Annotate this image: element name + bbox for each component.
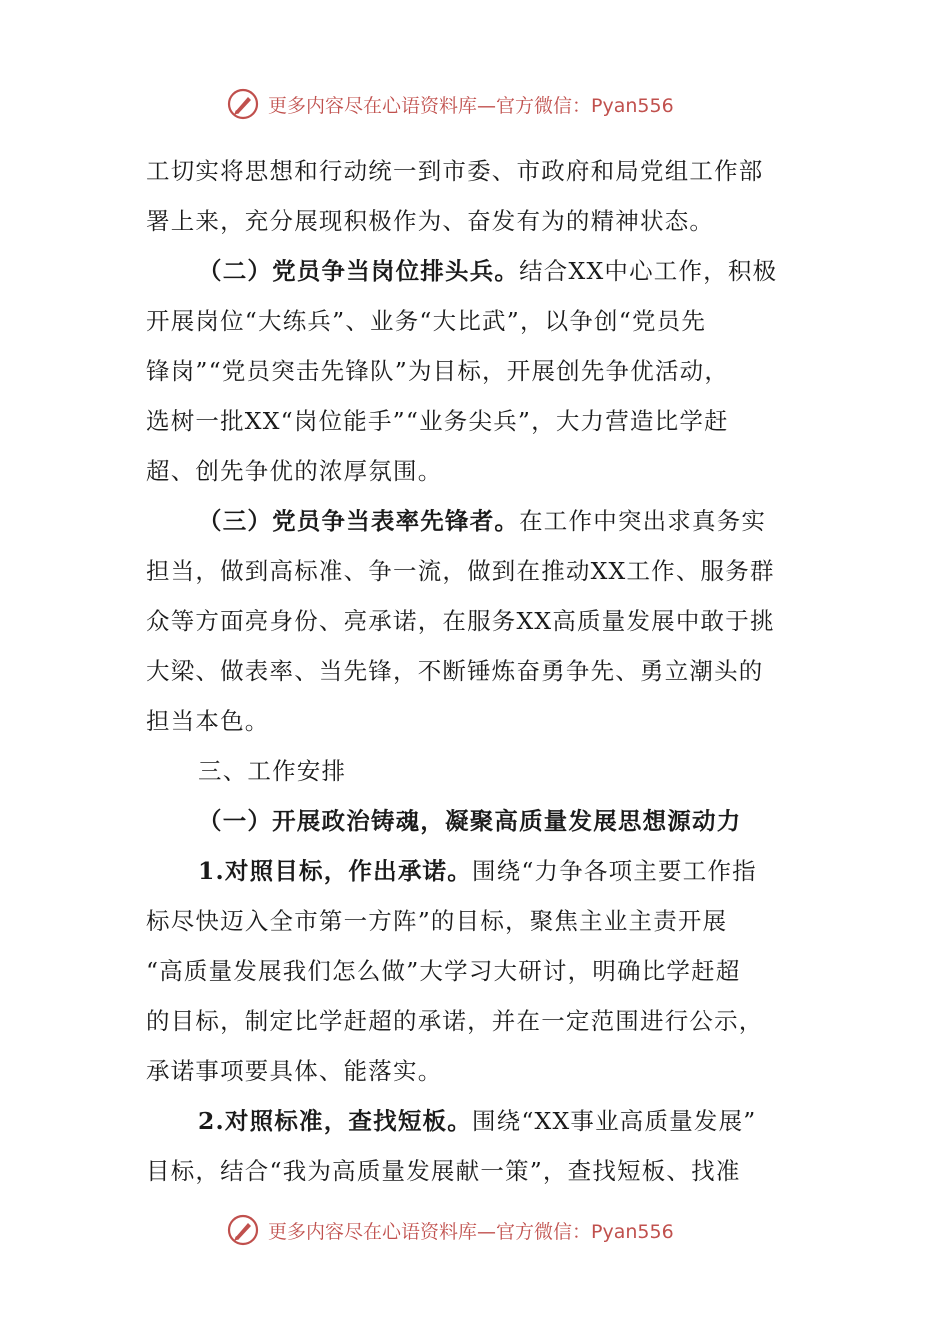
paragraph-line: 目标，结合“我为高质量发展献一策”，查找短板、找准 <box>146 1157 741 1185</box>
watermark-text: 更多内容尽在心语资料库—官方微信：Pyan556 <box>268 1220 674 1243</box>
paragraph-line: 超、创先争优的浓厚氛围。 <box>146 457 443 485</box>
section-heading: （三）党员争当表率先锋者。 <box>198 507 520 535</box>
paragraph-line: 的目标，制定比学赶超的承诺，并在一定范围进行公示， <box>146 1007 764 1035</box>
item-heading: 2.对照标准，查找短板。 <box>198 1107 472 1135</box>
watermark-header <box>226 86 746 122</box>
paragraph-line: 担当，做到高标准、争一流，做到在推动XX工作、服务群 <box>146 557 775 585</box>
pen-logo-icon <box>226 1213 260 1247</box>
paragraph-line: 标尽快迈入全市第一方阵”的目标，聚焦主业主责开展 <box>146 907 728 935</box>
paragraph-line: 承诺事项要具体、能落实。 <box>146 1057 443 1085</box>
paragraph-line: 众等方面亮身份、亮承诺，在服务XX高质量发展中敢于挑 <box>146 607 775 635</box>
paragraph-line: 锋岗”“党员突击先锋队”为目标，开展创先争优活动， <box>146 357 730 385</box>
paragraph-line: “高质量发展我们怎么做”大学习大研讨，明确比学赶超 <box>146 957 741 985</box>
watermark-text: 更多内容尽在心语资料库—官方微信：Pyan556 <box>268 94 674 117</box>
paragraph-line: 担当本色。 <box>146 707 270 735</box>
paragraph-line: 2.对照标准，查找短板。围绕“XX事业高质量发展” <box>198 1107 757 1135</box>
paragraph-line: 大梁、做表率、当先锋，不断锤炼奋勇争先、勇立潮头的 <box>146 657 764 685</box>
paragraph-line: （三）党员争当表率先锋者。在工作中突出求真务实 <box>198 507 767 535</box>
subsection-heading: （一）开展政治铸魂，凝聚高质量发展思想源动力 <box>198 807 742 835</box>
item-heading: 1.对照目标，作出承诺。 <box>198 857 472 885</box>
paragraph-line: （二）党员争当岗位排头兵。结合XX中心工作，积极 <box>198 257 778 285</box>
section-heading: （二）党员争当岗位排头兵。 <box>198 257 520 285</box>
paragraph-line: 1.对照目标，作出承诺。围绕“力争各项主要工作指 <box>198 857 757 885</box>
document-body <box>146 146 796 1196</box>
watermark-footer <box>226 1212 746 1248</box>
paragraph-line: 署上来，充分展现积极作为、奋发有为的精神状态。 <box>146 207 715 235</box>
paragraph-line: 开展岗位“大练兵”、业务“大比武”，以争创“党员先 <box>146 307 707 335</box>
paragraph-line: 选树一批XX“岗位能手”“业务尖兵”，大力营造比学赶 <box>146 407 729 435</box>
chapter-heading: 三、工作安排 <box>198 757 347 785</box>
paragraph-line: 工切实将思想和行动统一到市委、市政府和局党组工作部 <box>146 157 764 185</box>
pen-logo-icon <box>226 87 260 121</box>
